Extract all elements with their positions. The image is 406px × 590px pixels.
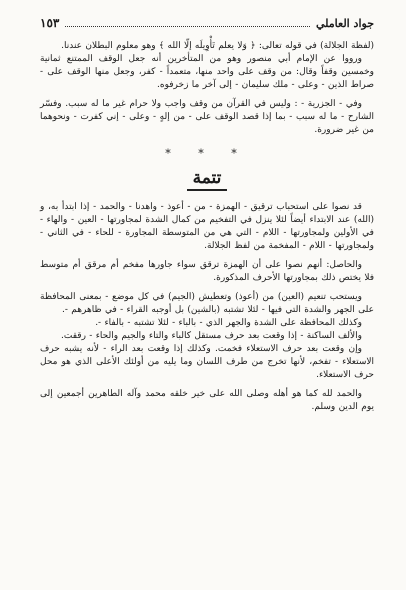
paragraph: قد نصوا على استحباب ترقيق - الهمزة - من - أعوذ - واهدنا - والحمد - إذا ابتدأ به، و (الله) عند الابتداء أيضاً لئلا ينزل في التفخيم من كمال الشدة لمجاورتها - العين - والهاء - في الأولين ولمجاورتها - اللام - التي هي من المتوسطة المجاورة - للحاء - في الثاني - ولمجاورتها - اللام - المفخمة من لفظ الجلالة. — [40, 202, 374, 251]
paragraph: ويستحب تنعيم (العين) من (أعوذ) وتعطيش (الجيم) في كل موضع - بمعنى المحافظة على الجهر والشدة التي فيها - لئلا تشتبه (بالشين) بل أوجبه القراء - في ظاهرهم -. — [40, 292, 374, 315]
section-title-text: تتمة — [187, 168, 228, 191]
paragraph: ورووا عن الإمام أبي منصور وهو من المتأخرين أنه جعل الوقف الممتنع ثمانية وخمسين وقفاً وقال: من وقف على واحد منها، متعمداً - كفر، وجعل منها الوقف على - صراط الذين - وعلى - ملك سليمان - إلى آخر ما زخرفوه. — [40, 54, 374, 90]
paragraph: والحاصل: أنهم نصوا على أن الهمزة ترقق سواء جاورها مفخم أم مرقق أم متوسط فلا يختص ذلك بمجاورتها الأحرف المذكورة. — [40, 260, 374, 283]
section-title — [40, 168, 374, 191]
paragraph: وفي - الجزرية - : وليس في القرآن من وقف واجب ولا حرام غير ما له سبب. وفسّر الشارح - ما له سبب - بما إذا قصد الوقف على - من إلهٍ - وعلى - إني كفرت - ونحوهما من غير ضرورة. — [40, 99, 374, 135]
paragraph: (لفظة الجلالة) في قوله تعالى: ﴿ وَلا يعلم تَأْوِيلَه إلّا الله ﴾ وهو معلوم البطلان عندنا. — [61, 41, 374, 51]
page-header — [40, 16, 374, 32]
running-title: جواد العاملي — [315, 17, 374, 30]
paragraph: وإن وقعت بعد حرف الاستعلاء فخمت. وكذلك إذا وقعت بعد الراء - لأنه يشبه حرف الاستعلاء - تفخم، لأنها تخرج من طرف اللسان وما يليه من أولئك الأعلى الذي هو محل حرف الاستعلاء. — [40, 344, 374, 380]
document-page — [40, 16, 374, 576]
paragraph: والألف الساكنة - إذا وقعت بعد حرف مستقل كالباء والتاء والجيم والحاء - رققت. — [61, 331, 362, 341]
header-dotted-leader — [65, 26, 310, 27]
paragraph: والحمد لله كما هو أهله وصلى الله على خير خلقه محمد وآله الطاهرين أجمعين إلى يوم الدين وسلم. — [40, 389, 374, 412]
page-body — [40, 40, 374, 414]
page-number: ١٥٣ — [40, 16, 60, 30]
paragraph: وكذلك المحافظة على الشدة والجهر الذي - بالباء - لئلا تشتبه - بالفاء -. — [95, 318, 362, 328]
section-separator-stars: * * * — [165, 147, 249, 160]
